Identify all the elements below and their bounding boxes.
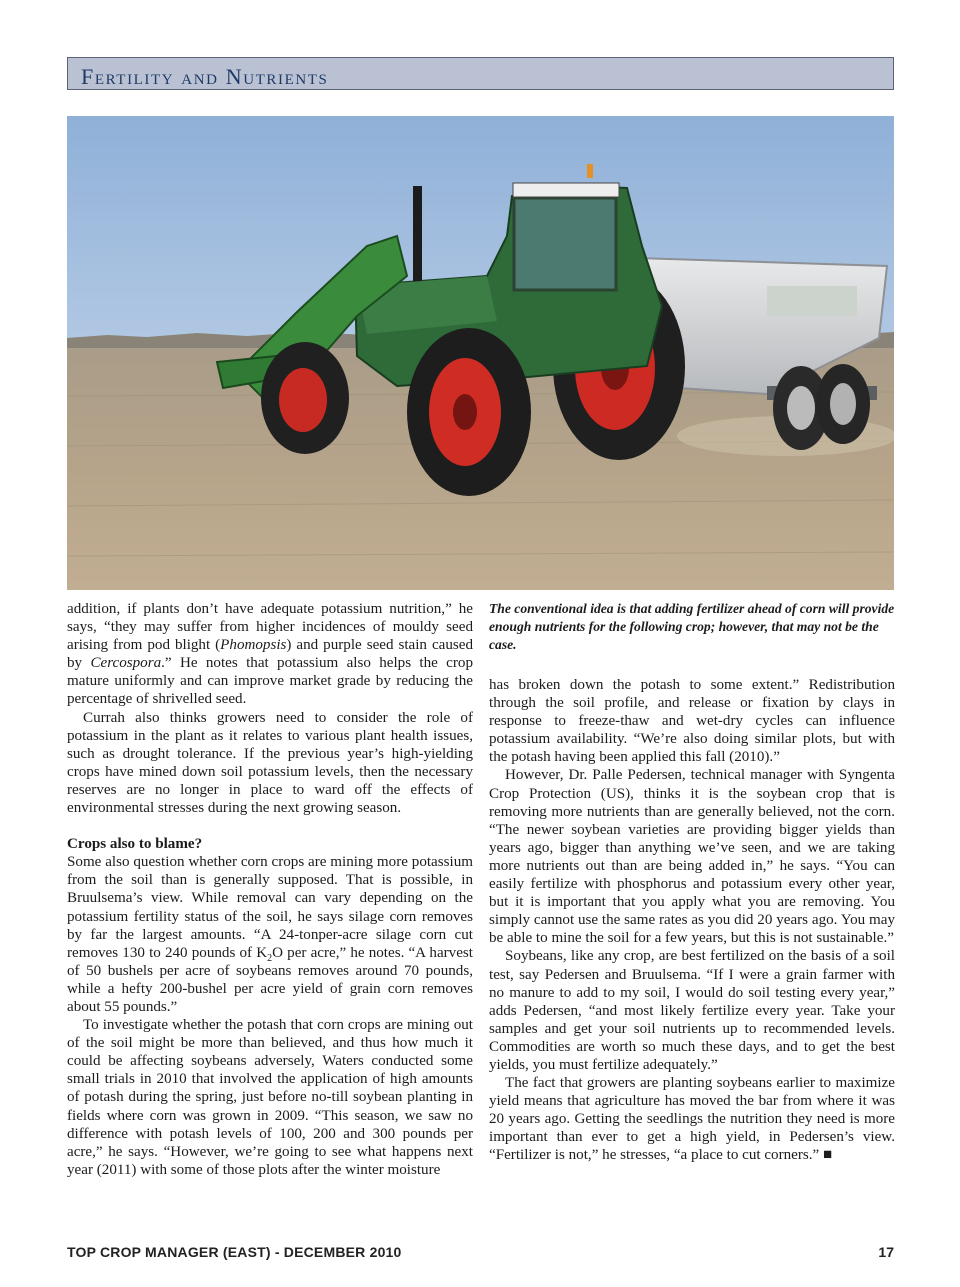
- photo-caption: The conventional idea is that adding fertilizer ahead of corn will provide enough nutrients for the following crop; however, that may not be the case.: [489, 601, 895, 652]
- paragraph: The fact that growers are planting soybeans earlier to maximize yield means that agriculture has moved the bar from where it was 20 years ago. Getting the seedlings the nutrition they need is more important than ever to get a high yield, in Pedersen’s view. “Fertilizer is not,” he stresses, “a place to cut corners.” ■: [489, 1075, 895, 1164]
- publication-info: TOP CROP MANAGER (EAST) - DECEMBER 2010: [67, 1244, 402, 1260]
- paragraph: [67, 853, 473, 1016]
- text-run: ) and purple seed stain caused by: [67, 637, 473, 672]
- text-run: addition, if plants don’t have adequate potassium nutrition,” he says, “they may suffer from higher incidences of mouldy seed arising from pod blight (: [67, 601, 473, 654]
- section-banner: [67, 57, 894, 90]
- article-right-column: [489, 600, 895, 1232]
- paragraph: To investigate whether the potash that corn crops are mining out of the soil might be more than believed, and thus how much it could be affecting soybeans adversely, Waters conducted some small trials in 2010 that involved the application of high amounts of potash during the spring, just before no-till soybean planting in fields where corn was grown in 2009. “This season, we saw no difference with potash levels of 100, 200 and 300 pounds per acre,” he says. “However, we’re going to see what happens next year (2011) with some of those plots after the winter moisture: [67, 1017, 473, 1178]
- text-run: .” He notes that potassium also helps the crop mature uniformly and can improve market grade by reducing the percentage of shrivelled seed.: [67, 655, 473, 708]
- italic-term-cercospora: Cercospora: [90, 655, 162, 672]
- page-footer: [67, 1244, 894, 1262]
- article-left-column: [67, 600, 473, 1232]
- subscript: 2: [267, 952, 273, 964]
- tractor-photo: [67, 116, 894, 590]
- section-title: Fertility and Nutrients: [81, 64, 329, 89]
- subheading: Crops also to blame?: [67, 836, 203, 853]
- text-run: O per acre,” he notes. “A harvest of 50 bushels per acre of soybeans removes around 70 pounds, while a hefty 200-bushel per acre yield of grain corn removes about 55 pounds.”: [67, 944, 473, 1015]
- paragraph: [67, 600, 473, 709]
- text-run: Some also question whether corn crops are mining more potassium from the soil than is generally supposed. That is possible, in Bruulsema’s view. While removal can vary depending on the potassium fertility status of the soil, he says silage corn removes by far the largest amounts. “A 24-tonper-acre silage corn cut removes 130 to 240 pounds of K: [67, 854, 473, 961]
- page-number: 17: [878, 1244, 894, 1260]
- paragraph: Soybeans, like any crop, are best fertilized on the basis of a soil test, say Pedersen and Bruulsema. “If I were a grain farmer with no manure to add to my soil, I would do soil testing every year,” adds Pedersen, “and most likely fertilize every year. Take your samples and get your soil nutrients up to recommended levels. Commodities are worth so much these days, and to get the best yields, you must fertilize adequately.”: [489, 948, 895, 1073]
- paragraph: However, Dr. Palle Pedersen, technical manager with Syngenta Crop Protection (US), thinks it is the soybean crop that is removing more nutrients than are generally believed, not the corn. “The newer soybean varieties are providing bigger yields than years ago, bigger than anything we’ve seen, and we are taking more nutrients out than are being added in,” he says. “You can easily fertilize with phosphorus and potassium every other year, but it is important that you apply what you are removing. You simply cannot use the same rates as you did 20 years ago. You may be able to mine the soil for a few years, but this is not sustainable.”: [489, 767, 895, 947]
- paragraph: has broken down the potash to some extent.” Redistribution through the soil profile, and release or fixation by clays in response to freeze-thaw and wet-dry cycles can influence potassium availability. “We’re also doing similar plots, but with the potash having been applied this fall (2010).”: [489, 677, 895, 766]
- paragraph: Currah also thinks growers need to consider the role of potassium in the plant as it relates to various plant health issues, such as drought tolerance. If the previous year’s high-yielding crops have mined down soil potassium levels, then the necessary reserves are no longer in place to ward off the effects of environmental stresses during the next growing season.: [67, 709, 473, 817]
- italic-term-phomopsis: Phomopsis: [220, 637, 287, 654]
